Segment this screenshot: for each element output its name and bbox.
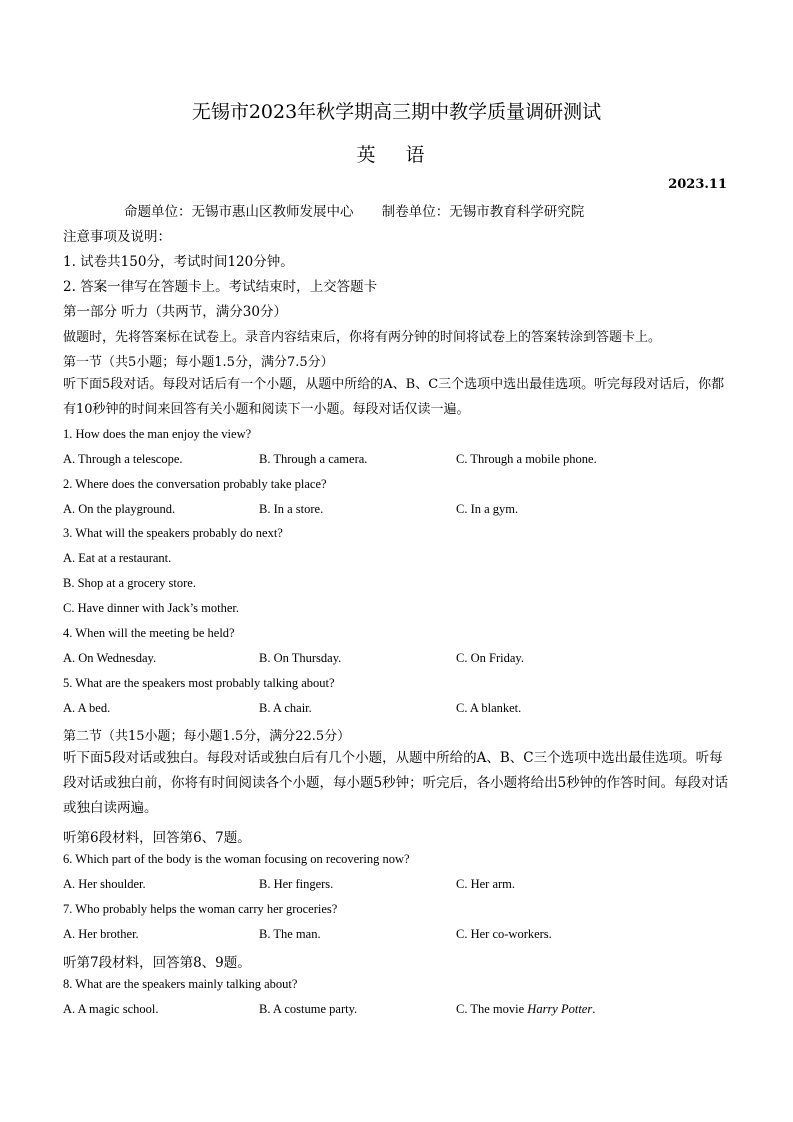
material-6-heading: 听第6段材料，回答第6、7题。: [63, 830, 251, 846]
question-3-option-c: C. Have dinner with Jack’s mother.: [63, 601, 240, 615]
question-4-stem: 4. When will the meeting be held?: [63, 626, 235, 640]
movie-title: Harry Potter: [527, 1002, 593, 1016]
section2-instruction: 听下面5段对话或独白。每段对话或独白后有几个小题，从题中所给的A、B、C三个选项中选出最佳选项。听每段对话或独白前，你将有时间阅读各个小题，每小题5秒钟；听完后，各小题将给出5秒钟的作答时间。每段对话或独白读两遍。: [63, 750, 729, 816]
section2-heading: 第二节（共15小题；每小题1.5分，满分22.5分）: [63, 729, 351, 744]
question-4-option-c: C. On Friday.: [456, 651, 524, 665]
question-1-option-b: B. Through a camera.: [259, 452, 368, 466]
question-3-stem: 3. What will the speakers probably do next?: [63, 526, 283, 540]
question-8-stem: 8. What are the speakers mainly talking about?: [63, 977, 298, 991]
question-6-stem: 6. Which part of the body is the woman focusing on recovering now?: [63, 852, 410, 866]
exam-date: 2023.11: [668, 177, 727, 192]
question-1-stem: 1. How does the man enjoy the view?: [63, 427, 252, 441]
note-item-1: 1. 试卷共150分，考试时间120分钟。: [63, 254, 294, 270]
section1-heading: 第一节（共5小题；每小题1.5分，满分7.5分）: [63, 355, 334, 370]
question-2-option-a: A. On the playground.: [63, 502, 176, 516]
subject-title: 英 语: [356, 144, 437, 166]
question-8-option-c: [456, 1002, 595, 1017]
question-2-option-b: B. In a store.: [259, 502, 324, 516]
notes-heading: 注意事项及说明：: [63, 229, 171, 245]
compiling-units: 命题单位：无锡市惠山区教师发展中心 制卷单位：无锡市教育科学研究院: [124, 204, 585, 220]
question-5-option-c: C. A blanket.: [456, 701, 522, 715]
part1-heading: 第一部分 听力（共两节，满分30分）: [63, 304, 287, 320]
question-1-option-c: C. Through a mobile phone.: [456, 452, 597, 466]
question-8-option-c-prefix: C. The movie: [456, 1002, 528, 1016]
material-7-heading: 听第7段材料，回答第8、9题。: [63, 955, 251, 971]
question-8-option-a: A. A magic school.: [63, 1002, 159, 1016]
part1-instruction: 做题时，先将答案标在试卷上。录音内容结束后，你将有两分钟的时间将试卷上的答案转涂到答题卡上。: [63, 330, 662, 345]
question-8-option-c-suffix: .: [592, 1002, 596, 1016]
question-6-option-b: B. Her fingers.: [259, 877, 334, 891]
question-3-option-a: A. Eat at a restaurant.: [63, 551, 172, 565]
section1-instruction: 听下面5段对话。每段对话后有一个小题，从题中所给的A、B、C三个选项中选出最佳选项。听完每段对话后，你都有10秒钟的时间来回答有关小题和阅读下一小题。每段对话仅读一遍。: [63, 377, 725, 417]
question-3-option-b: B. Shop at a grocery store.: [63, 576, 196, 590]
question-6-option-a: A. Her shoulder.: [63, 877, 146, 891]
question-2-stem: 2. Where does the conversation probably take place?: [63, 477, 327, 491]
question-7-option-a: A. Her brother.: [63, 927, 139, 941]
question-7-stem: 7. Who probably helps the woman carry her groceries?: [63, 902, 338, 916]
question-5-option-a: A. A bed.: [63, 701, 111, 715]
question-4-option-a: A. On Wednesday.: [63, 651, 157, 665]
question-1-option-a: A. Through a telescope.: [63, 452, 183, 466]
question-8-option-b: B. A costume party.: [259, 1002, 358, 1016]
question-5-option-b: B. A chair.: [259, 701, 312, 715]
question-7-option-b: B. The man.: [259, 927, 321, 941]
question-5-stem: 5. What are the speakers most probably talking about?: [63, 676, 335, 690]
question-7-option-c: C. Her co-workers.: [456, 927, 552, 941]
question-2-option-c: C. In a gym.: [456, 502, 519, 516]
exam-title: 无锡市2023年秋学期高三期中教学质量调研测试: [191, 101, 602, 123]
note-item-2: 2. 答案一律写在答题卡上。考试结束时，上交答题卡: [63, 279, 378, 295]
question-6-option-c: C. Her arm.: [456, 877, 516, 891]
question-4-option-b: B. On Thursday.: [259, 651, 342, 665]
